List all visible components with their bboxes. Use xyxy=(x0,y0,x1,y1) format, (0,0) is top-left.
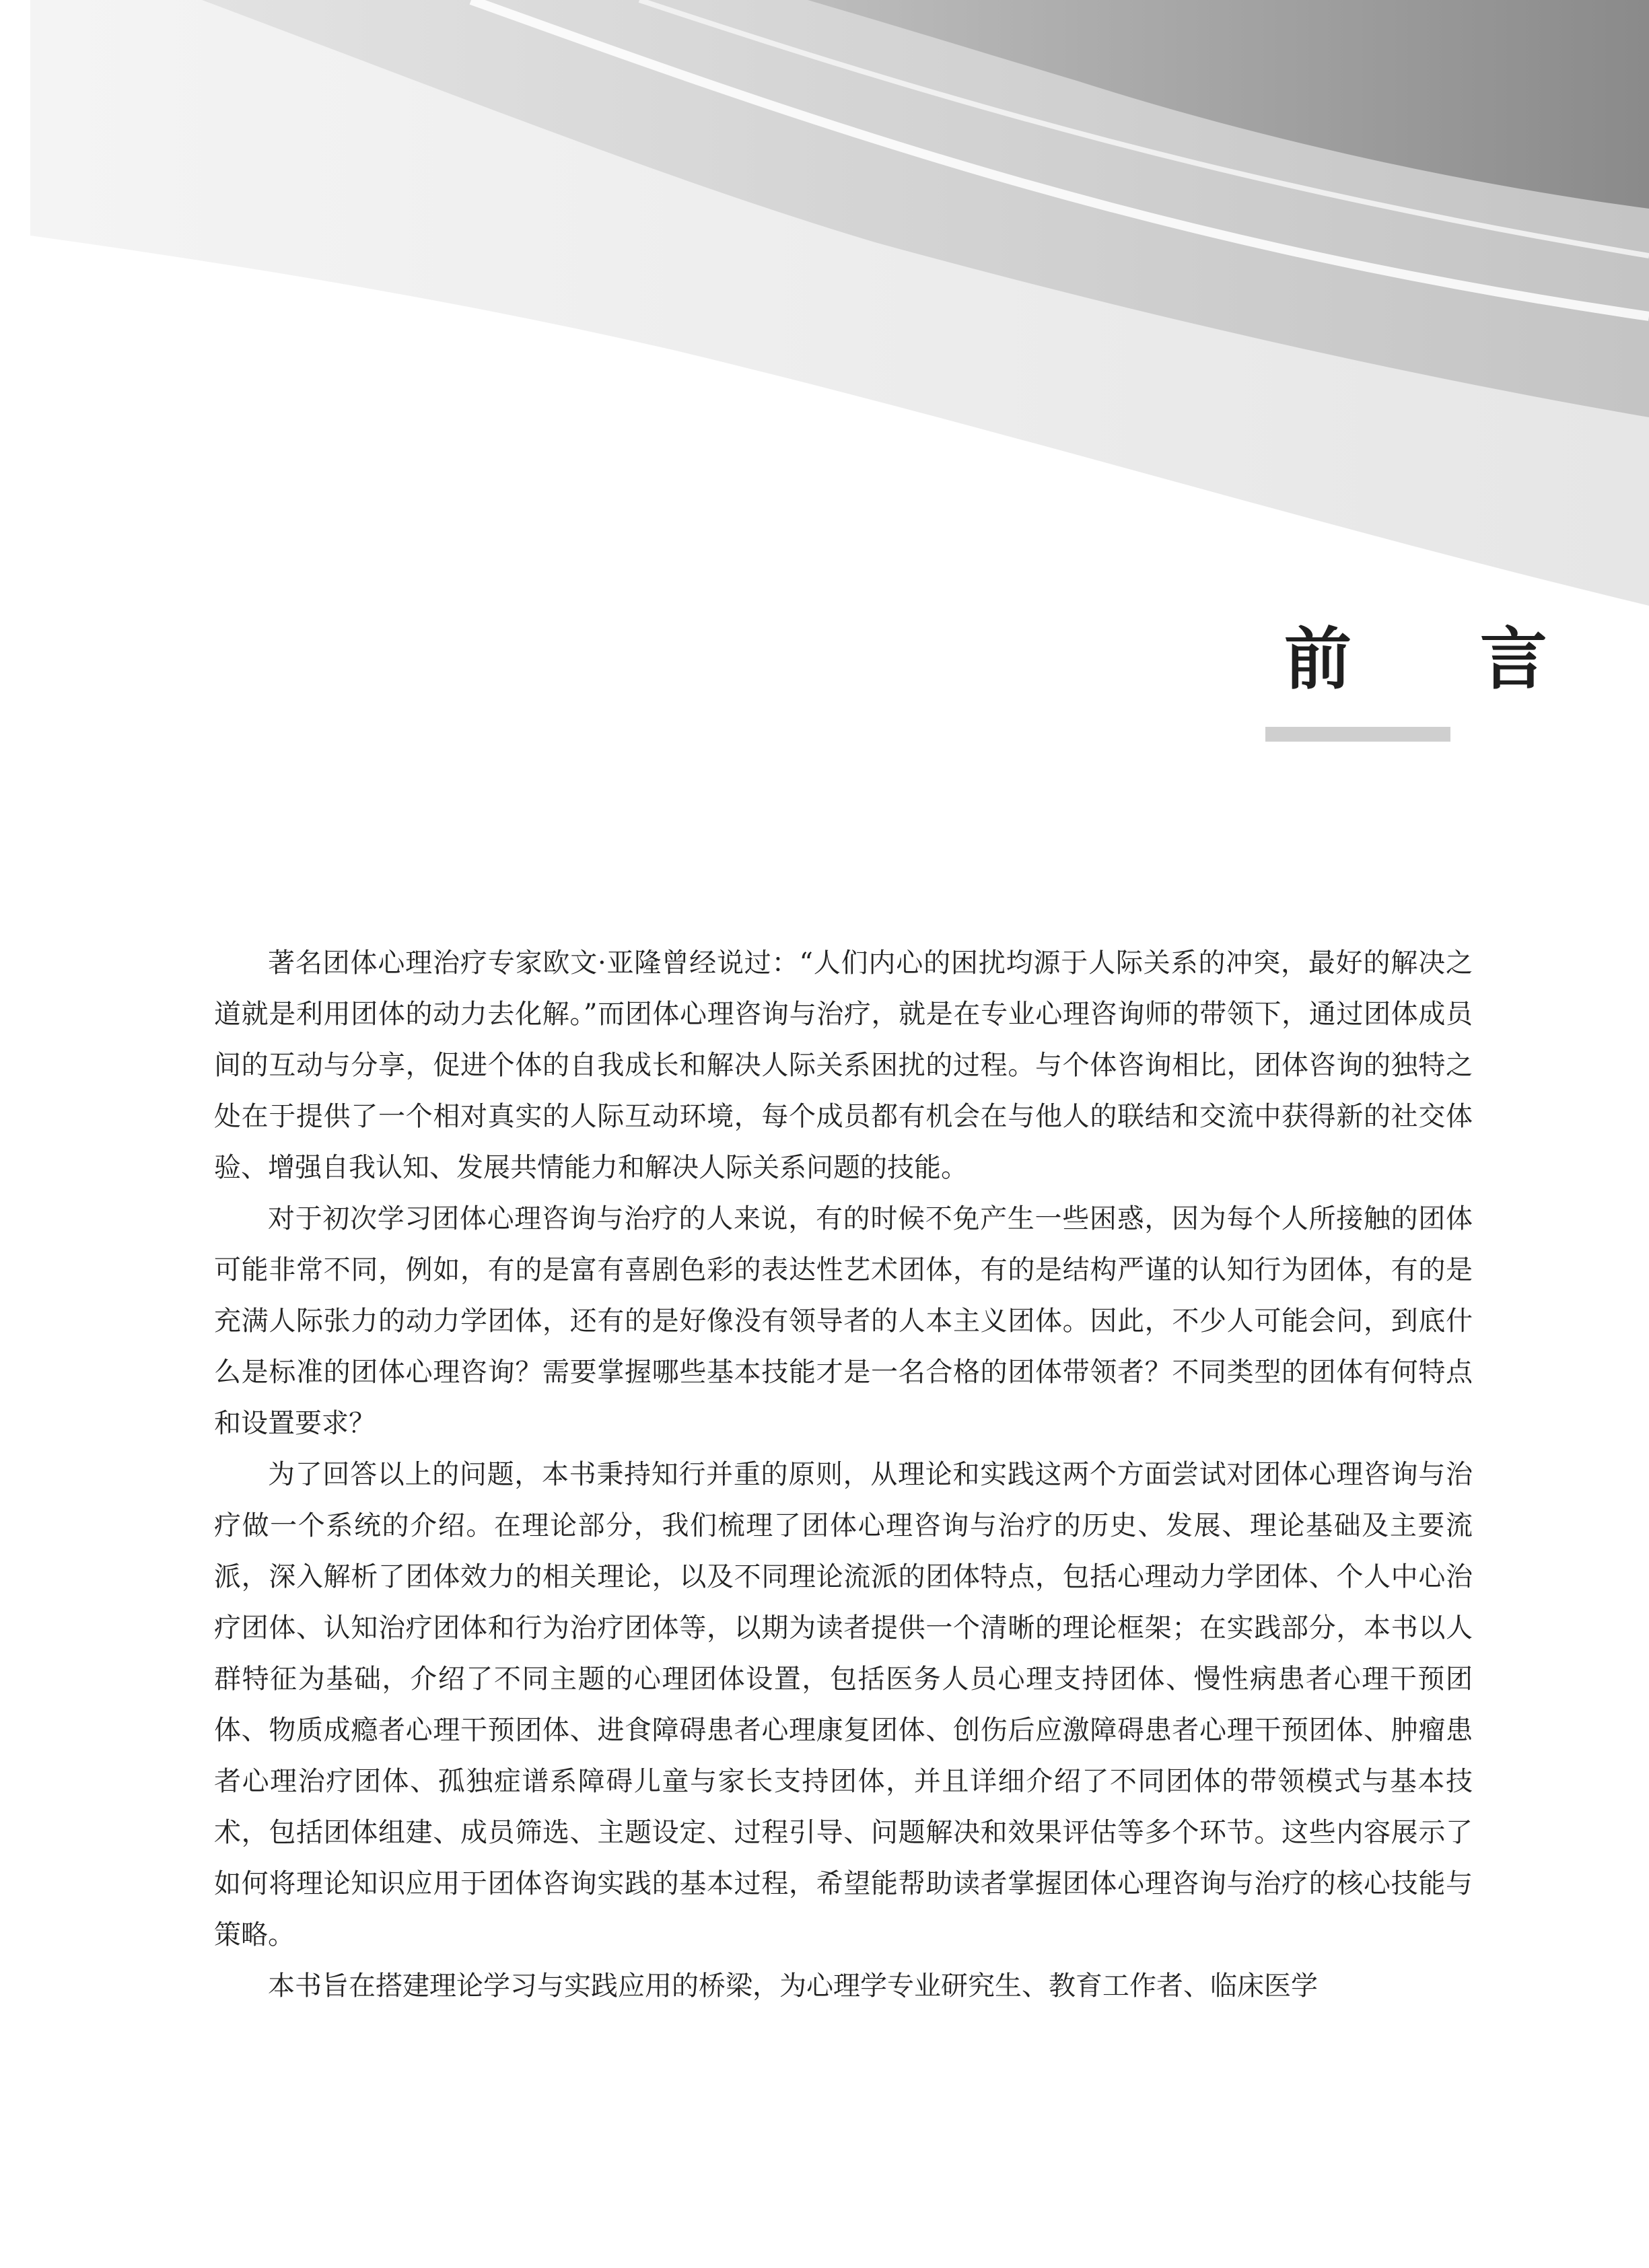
paragraph-2: 对于初次学习团体心理咨询与治疗的人来说，有的时候不免产生一些困惑，因为每个人所接触的团体可能非常不同，例如，有的是富有喜剧色彩的表达性艺术团体，有的是结构严谨的认知行为团体，有的是充满人际张力的动力学团体，还有的是好像没有领导者的人本主义团体。因此，不少人可能会问，到底什么是标准的团体心理咨询？需要掌握哪些基本技能才是一名合格的团体带领者？不同类型的团体有何特点和设置要求？ xyxy=(214,1203,1473,1439)
body-text xyxy=(214,937,1473,2012)
title-block xyxy=(1265,620,1600,742)
paragraph-4: 本书旨在搭建理论学习与实践应用的桥梁，为心理学专业研究生、教育工作者、临床医学 xyxy=(268,1971,1318,2001)
paragraph-1: 著名团体心理治疗专家欧文·亚隆曾经说过：“人们内心的困扰均源于人际关系的冲突，最好的解决之道就是利用团体的动力去化解。”而团体心理咨询与治疗，就是在专业心理咨询师的带领下，通过团体成员间的互动与分享，促进个体的自我成长和解决人际关系困扰的过程。与个体咨询相比，团体咨询的独特之处在于提供了一个相对真实的人际互动环境，每个成员都有机会在与他人的联结和交流中获得新的社交体验、增强自我认知、发展共情能力和解决人际关系问题的技能。 xyxy=(214,948,1473,1183)
header-decorative-bands xyxy=(0,0,1649,875)
page-title: 前 言 xyxy=(1284,620,1600,699)
paragraph-3: 为了回答以上的问题，本书秉持知行并重的原则，从理论和实践这两个方面尝试对团体心理咨询与治疗做一个系统的介绍。在理论部分，我们梳理了团体心理咨询与治疗的历史、发展、理论基础及主要流派，深入解析了团体效力的相关理论，以及不同理论流派的团体特点，包括心理动力学团体、个人中心治疗团体、认知治疗团体和行为治疗团体等，以期为读者提供一个清晰的理论框架；在实践部分，本书以人群特征为基础，介绍了不同主题的心理团体设置，包括医务人员心理支持团体、慢性病患者心理干预团体、物质成瘾者心理干预团体、进食障碍患者心理康复团体、创伤后应激障碍患者心理干预团体、肿瘤患者心理治疗团体、孤独症谱系障碍儿童与家长支持团体，并且详细介绍了不同团体的带领模式与基本技术，包括团体组建、成员筛选、主题设定、过程引导、问题解决和效果评估等多个环节。这些内容展示了如何将理论知识应用于团体咨询实践的基本过程，希望能帮助读者掌握团体心理咨询与治疗的核心技能与策略。 xyxy=(214,1459,1473,1950)
title-underline xyxy=(1265,727,1450,742)
